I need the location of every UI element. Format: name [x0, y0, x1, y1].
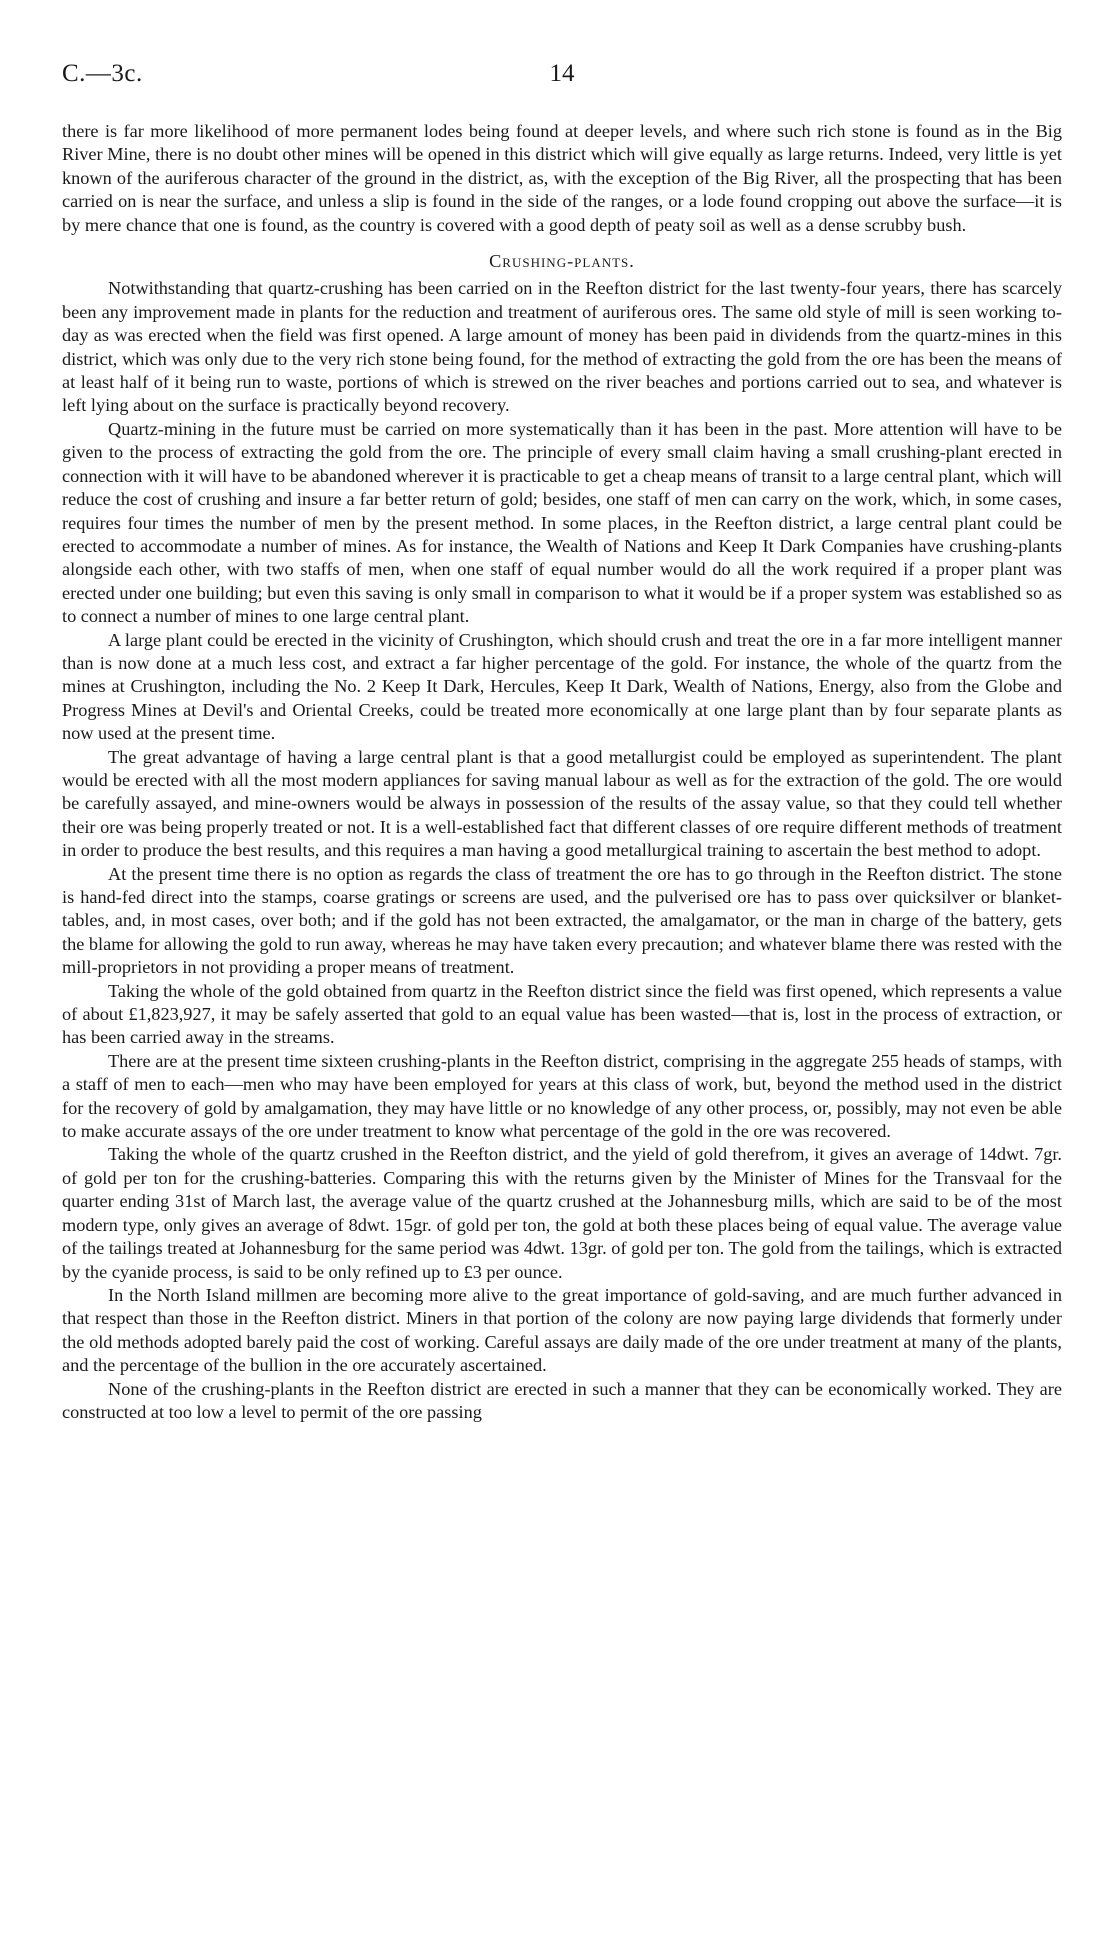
page-number: 14: [549, 60, 575, 87]
page-header: [62, 60, 1062, 100]
paragraph: Taking the whole of the gold obtained from quartz in the Reefton district since the field was first opened, which represents a value of about £1,823,927, it may be safely asserted that gold to an equal value has been wasted—that is, lost in the process of extraction, or has been carried away in the streams.: [62, 980, 1062, 1048]
paragraph: There are at the present time sixteen crushing-plants in the Reefton district, comprising in the aggregate 255 heads of stamps, with a staff of men to each—men who may have been employed for years at this class of work, but, beyond the method used in the district for the recovery of gold by amalgamation, they may have little or no knowledge of any other process, or, possibly, may not even be able to make accurate assays of the ore under treatment to know what percentage of the gold in the ore was recovered.: [62, 1050, 1062, 1142]
intro-paragraph: there is far more likelihood of more permanent lodes being found at deeper levels, and where such rich stone is found as in the Big River Mine, there is no doubt other mines will be opened in this district which will give equally as large returns. Indeed, very little is yet known of the auriferous character of the ground in the district, as, with the exception of the Big River, all the prospecting that has been carried on is near the surface, and unless a slip is found in the side of the ranges, or a lode found cropping out above the surface—it is by mere chance that one is found, as the country is covered with a good depth of peaty soil as well as a dense scrubby bush.: [62, 121, 1062, 235]
document-reference: C.—3c.: [62, 60, 143, 87]
paragraph: At the present time there is no option as regards the class of treatment the ore has to go through in the Reefton district. The stone is hand-fed direct into the stamps, coarse gratings or screens are used, and the pulverised ore has to pass over quicksilver or blanket-tables, and, in most cases, over both; and if the gold has not been extracted, the amalgamator, or the man in charge of the battery, gets the blame for allowing the gold to run away, whereas he may have taken every precaution; and whatever blame there was rested with the mill-proprietors in not providing a proper means of treatment.: [62, 863, 1062, 978]
paragraph: The great advantage of having a large central plant is that a good metallurgist could be employed as superintendent. The plant would be erected with all the most modern appliances for saving manual labour as well as for the extraction of the gold. The ore would be carefully assayed, and mine-owners would be always in possession of the results of the assay value, so that they could tell whether their ore was being properly treated or not. It is a well-established fact that different classes of ore require different methods of treatment in order to produce the best results, and this requires a man having a good metallurgical training to ascertain the best method to adopt.: [62, 746, 1062, 861]
section-heading: Crushing-plants.: [489, 251, 635, 272]
paragraph: A large plant could be erected in the vicinity of Crushington, which should crush and treat the ore in a far more intelligent manner than is now done at a much less cost, and extract a far higher percentage of the gold. For instance, the whole of the quartz from the mines at Crushington, including the No. 2 Keep It Dark, Hercules, Keep It Dark, Wealth of Nations, Energy, also from the Globe and Progress Mines at Devil's and Oriental Creeks, could be treated more economically at one large plant than by four separate plants as now used at the present time.: [62, 629, 1062, 744]
paragraph: None of the crushing-plants in the Reefton district are erected in such a manner that they can be economically worked. They are constructed at too low a level to permit of the ore passing: [62, 1378, 1062, 1422]
page-content: [62, 60, 1062, 1424]
paragraph: Taking the whole of the quartz crushed in the Reefton district, and the yield of gold therefrom, it gives an average of 14dwt. 7gr. of gold per ton for the crushing-batteries. Comparing this with the returns given by the Minister of Mines for the Transvaal for the quarter ending 31st of March last, the average value of the quartz crushed at the Johannesburg mills, which are said to be of the most modern type, only gives an average of 8dwt. 15gr. of gold per ton, the gold at both these places being of equal value. The average value of the tailings treated at Johannesburg for the same period was 4dwt. 13gr. of gold per ton. The gold from the tailings, which is extracted by the cyanide process, is said to be only refined up to £3 per ounce.: [62, 1144, 1062, 1282]
paragraph: In the North Island millmen are becoming more alive to the great importance of gold-saving, and are much further advanced in that respect than those in the Reefton district. Miners in that portion of the colony are now paying large dividends that formerly under the old methods adopted barely paid the cost of working. Careful assays are daily made of the ore under treatment at many of the plants, and the percentage of the bullion in the ore accurately ascertained.: [62, 1284, 1062, 1376]
paragraph: Quartz-mining in the future must be carried on more systematically than it has been in the past. More attention will have to be given to the process of extracting the gold from the ore. The principle of every small claim having a small crushing-plant erected in connection with it will have to be abandoned wherever it is practicable to get a cheap means of transit to a large central plant, which will reduce the cost of crushing and insure a far better return of gold; besides, one staff of men can carry on the work, which, in some cases, requires four times the number of men by the present method. In some places, in the Reefton district, a large central plant could be erected to accommodate a number of mines. As for instance, the Wealth of Nations and Keep It Dark Companies have crushing-plants alongside each other, with two staffs of men, when one staff of equal number would do all the work required if a proper plant was erected under one building; but even this saving is only small in comparison to what it would be if a proper system was established so as to connect a number of mines to one large central plant.: [62, 418, 1062, 627]
body-text: [62, 120, 1062, 1424]
paragraph: Notwithstanding that quartz-crushing has been carried on in the Reefton district for the last twenty-four years, there has scarcely been any improvement made in plants for the reduction and treatment of auriferous ores. The same old style of mill is seen working to-day as was erected when the field was first opened. A large amount of money has been paid in dividends from the quartz-mines in this district, which was only due to the very rich stone being found, for the method of extracting the gold from the ore has been the means of at least half of it being run to waste, portions of which is strewed on the river beaches and portions carried out to sea, and whatever is left lying about on the surface is practically beyond recovery.: [62, 278, 1062, 416]
